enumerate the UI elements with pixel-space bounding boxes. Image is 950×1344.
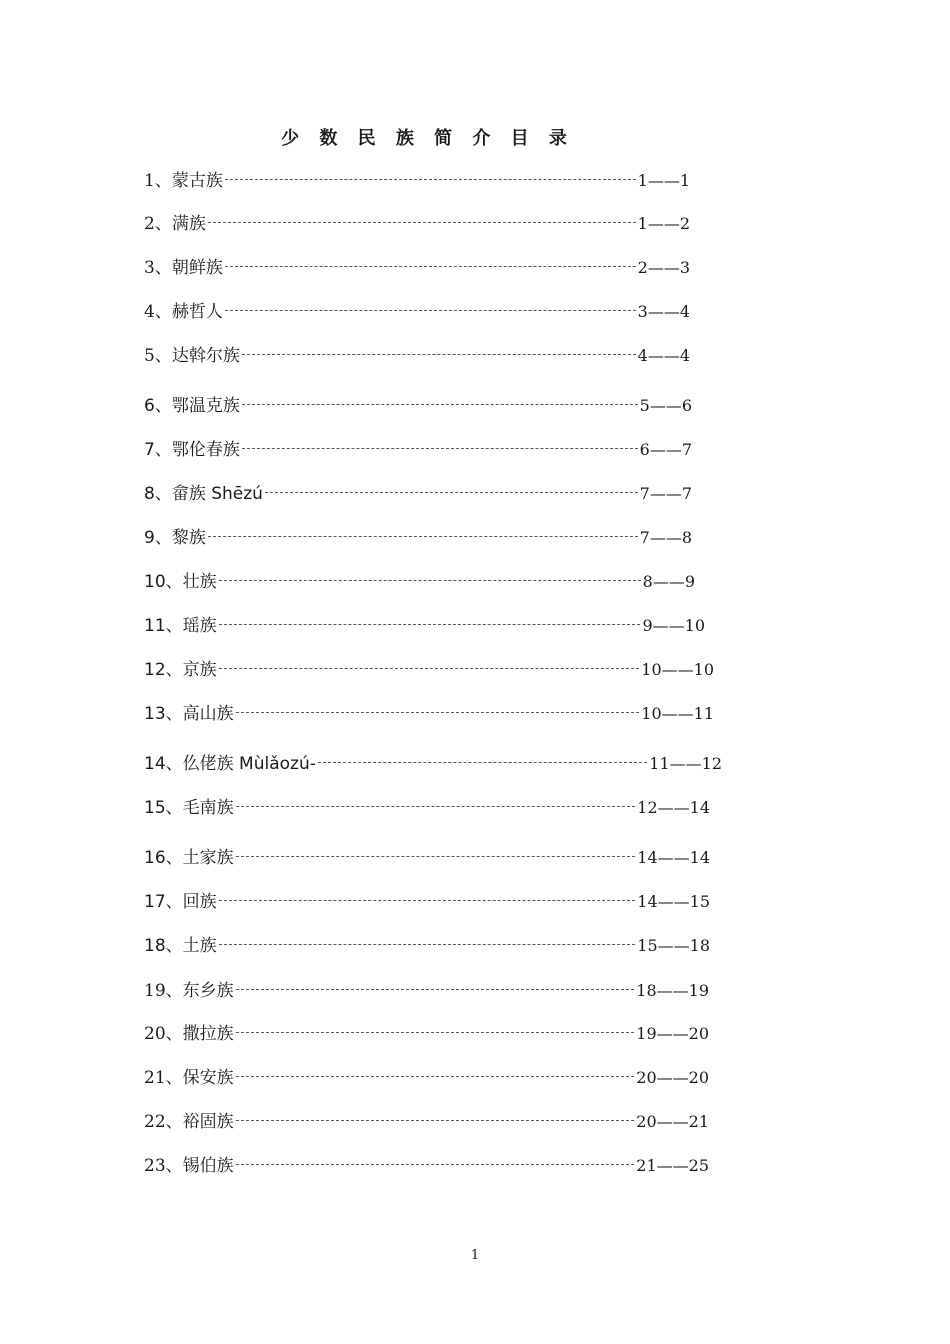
toc-entry-label: 2、满族 [144,214,206,234]
toc-entry-pages: 1——2 [637,214,690,233]
dot-leader [236,1032,635,1033]
toc-entry-5[interactable] [144,344,690,368]
toc-entry-4[interactable] [144,300,690,324]
toc-entry-pages: 11——12 [649,754,722,773]
toc-entry-label: 23、锡伯族 [144,1156,234,1176]
dot-leader [236,1164,635,1165]
dot-leader [236,806,636,807]
toc-entry-2[interactable] [144,212,690,236]
dot-leader [318,762,647,763]
toc-entry-pages: 6——7 [639,440,692,459]
toc-entry-pages: 1——1 [637,171,690,190]
dot-leader [219,624,641,625]
toc-entry-pages: 3——4 [637,302,690,321]
toc-entry-20[interactable] [144,1022,709,1046]
toc-entry-pages: 4——4 [637,346,690,365]
dot-leader [236,1076,635,1077]
toc-entry-3[interactable] [144,256,690,280]
dot-leader [225,310,636,311]
dot-leader [242,354,636,355]
toc-entry-label: 14、仫佬族 Mùlǎozú- [144,754,316,774]
toc-entry-10[interactable] [144,570,695,594]
toc-entry-19[interactable] [144,979,709,1003]
toc-entry-13[interactable] [144,702,714,726]
toc-entry-17[interactable] [144,890,710,914]
toc-entry-label: 20、撒拉族 [144,1024,234,1044]
toc-entry-pages: 12——14 [637,798,710,817]
toc-entry-pages: 10——10 [641,660,714,679]
dot-leader [236,712,640,713]
toc-entry-label: 6、鄂温克族 [144,396,240,416]
toc-entry-16[interactable] [144,846,710,870]
toc-entry-label: 10、壮族 [144,572,217,592]
toc-entry-1[interactable] [144,169,690,193]
toc-entry-6[interactable] [144,394,692,418]
toc-entry-8[interactable] [144,482,692,506]
toc-entry-label: 12、京族 [144,660,217,680]
toc-entry-23[interactable] [144,1154,709,1178]
dot-leader [219,668,640,669]
toc-entry-21[interactable] [144,1066,709,1090]
toc-entry-label: 1、蒙古族 [144,171,223,191]
toc-entry-pages: 5——6 [639,396,692,415]
toc-entry-7[interactable] [144,438,692,462]
dot-leader [236,1120,635,1121]
toc-entry-14[interactable] [144,752,722,776]
toc-entry-18[interactable] [144,934,710,958]
dot-leader [219,580,641,581]
toc-entry-pages: 15——18 [637,936,710,955]
toc-entry-label: 22、裕固族 [144,1112,234,1132]
toc-entry-9[interactable] [144,526,692,550]
page-title: 少 数 民 族 简 介 目 录 [281,128,574,149]
toc-entry-label: 21、保安族 [144,1068,234,1088]
dot-leader [236,856,636,857]
toc-entry-pages: 2——3 [637,258,690,277]
toc-entry-pages: 19——20 [636,1024,709,1043]
toc-entry-label: 9、黎族 [144,528,206,548]
toc-entry-label: 19、东乡族 [144,981,234,1001]
toc-entry-label: 3、朝鲜族 [144,258,223,278]
toc-entry-pages: 14——15 [637,892,710,911]
toc-entry-pages: 7——8 [639,528,692,547]
toc-entry-12[interactable] [144,658,714,682]
toc-entry-label: 8、畲族 Shēzú [144,484,263,504]
toc-entry-pages: 21——25 [636,1156,709,1175]
toc-entry-pages: 9——10 [642,616,705,635]
toc-entry-label: 5、达斡尔族 [144,346,240,366]
toc-entry-22[interactable] [144,1110,709,1134]
dot-leader [208,222,636,223]
dot-leader [236,989,635,990]
toc-entry-pages: 14——14 [637,848,710,867]
dot-leader [219,944,636,945]
dot-leader [225,179,636,180]
dot-leader [225,266,636,267]
toc-entry-15[interactable] [144,796,710,820]
toc-entry-label: 15、毛南族 [144,798,234,818]
toc-entry-label: 17、回族 [144,892,217,912]
page-number: 1 [470,1248,480,1263]
toc-entry-pages: 20——20 [636,1068,709,1087]
toc-entry-pages: 10——11 [641,704,714,723]
toc-entry-pages: 20——21 [636,1112,709,1131]
dot-leader [242,448,638,449]
toc-entry-pages: 18——19 [636,981,709,1000]
toc-entry-label: 13、高山族 [144,704,234,724]
dot-leader [242,404,638,405]
dot-leader [265,492,638,493]
dot-leader [208,536,638,537]
toc-entry-label: 16、土家族 [144,848,234,868]
toc-entry-label: 4、赫哲人 [144,302,223,322]
toc-entry-label: 18、土族 [144,936,217,956]
toc-entry-label: 7、鄂伦春族 [144,440,240,460]
toc-entry-11[interactable] [144,614,705,638]
toc-entry-pages: 7——7 [639,484,692,503]
toc-entry-pages: 8——9 [642,572,695,591]
toc-entry-label: 11、瑶族 [144,616,217,636]
dot-leader [219,900,636,901]
